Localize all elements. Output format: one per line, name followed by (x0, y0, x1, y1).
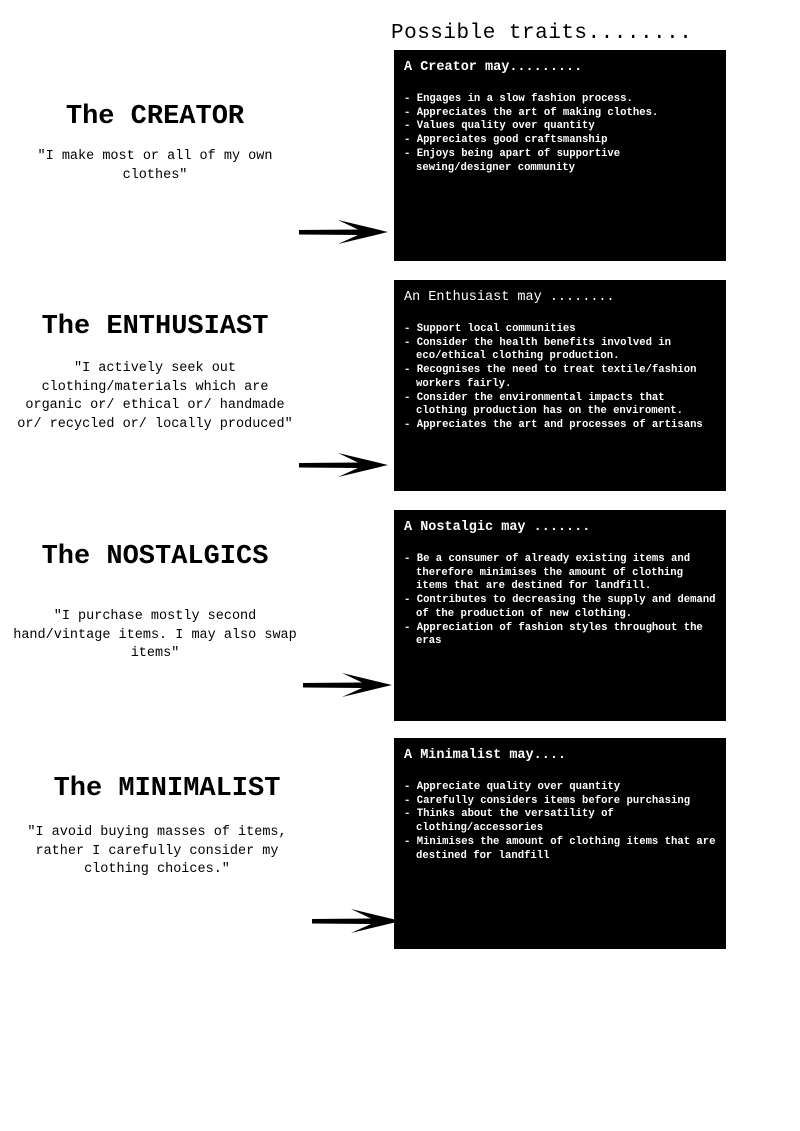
trait-item: - Appreciation of fashion styles throughout the eras (404, 621, 703, 648)
persona-title: The ENTHUSIAST (41, 312, 269, 342)
traits-box (394, 280, 726, 491)
trait-item: - Recognises the need to treat textile/fashion workers fairly. (404, 364, 697, 390)
section-enthusiast (0, 280, 800, 492)
trait-item: - Thinks about the versatility of clothing/accessories (404, 808, 614, 835)
traits-box (394, 738, 726, 949)
trait-item: - Appreciates good craftsmanship (404, 134, 608, 147)
traits-list (404, 553, 718, 649)
traits-box-title: A Nostalgic may ....... (404, 520, 591, 535)
traits-box-title: An Enthusiast may ........ (404, 290, 615, 305)
trait-item: - Engages in a slow fashion process. (404, 93, 633, 105)
trait-item: - Contributes to decreasing the supply and demand of the production of new clothing. (404, 594, 716, 620)
trait-item: - Consider the environmental impacts that clothing production has on the enviroment. (404, 391, 684, 418)
trait-item: - Support local communities (404, 323, 576, 335)
section-nostalgics (0, 510, 800, 722)
persona-title: The NOSTALGICS (41, 542, 269, 572)
trait-item: - Carefully considers items before purchasing (404, 794, 691, 807)
trait-item: - Minimises the amount of clothing items that are destined for landfill (404, 835, 716, 862)
persona-title: The MINIMALIST (53, 774, 281, 804)
page-heading: Possible traits........ (391, 22, 693, 45)
traits-list (404, 93, 718, 175)
persona-quote: "I avoid buying masses of items, rather I carefully consider my clothing choices." (27, 825, 287, 877)
trait-item: - Appreciate quality over quantity (404, 781, 621, 793)
traits-box (394, 510, 726, 721)
traits-list (404, 323, 718, 433)
arrow-right-icon (311, 908, 403, 934)
arrow-right-icon (302, 672, 394, 698)
section-creator (0, 50, 800, 262)
traits-box-title: A Minimalist may.... (404, 748, 567, 763)
trait-item: - Appreciates the art and processes of artisans (404, 418, 703, 431)
trait-item: - Enjoys being apart of supportive sewing/designer community (404, 147, 621, 174)
traits-box-title: A Creator may......... (404, 60, 583, 75)
trait-item: - Be a consumer of already existing items and therefore minimises the amount of clothing items that are destined for landfill. (404, 553, 691, 593)
persona-quote: "I make most or all of my own clothes" (37, 149, 273, 183)
arrow-right-icon (298, 219, 390, 245)
trait-item: - Consider the health benefits involved in eco/ethical clothing production. (404, 336, 672, 363)
persona-quote: "I purchase mostly second hand/vintage items. I may also swap items" (13, 609, 297, 661)
persona-title: The CREATOR (65, 102, 245, 132)
trait-item: - Appreciates the art of making clothes. (404, 106, 659, 119)
traits-list (404, 781, 718, 863)
trait-item: - Values quality over quantity (404, 120, 595, 133)
persona-quote: "I actively seek out clothing/materials which are organic or/ ethical or/ handmade or/ recycled or/ locally produced" (17, 361, 293, 432)
traits-box (394, 50, 726, 261)
section-minimalist (0, 738, 800, 950)
arrow-right-icon (298, 452, 390, 478)
